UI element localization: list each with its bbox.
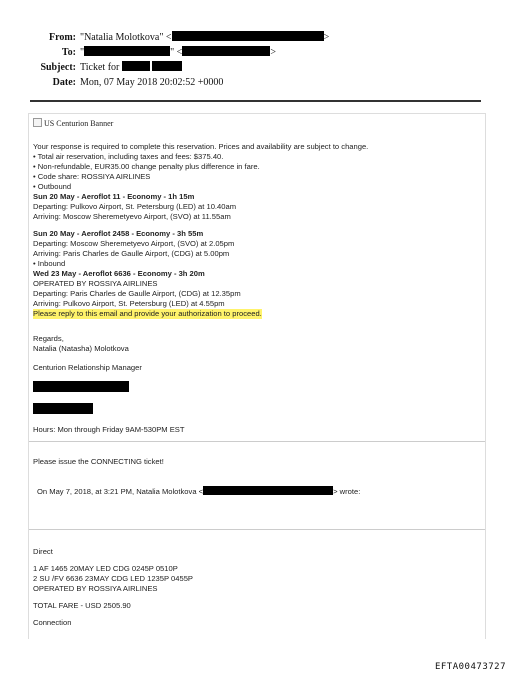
inbound-bullet: • Inbound [33, 259, 66, 268]
redaction [33, 381, 129, 392]
penalty-bullet: • Non-refundable, EUR35.00 change penalty plus difference in fare. [33, 162, 260, 171]
from-row [0, 30, 512, 45]
header-divider [30, 100, 481, 102]
subject-row [0, 60, 512, 75]
flight1-departing: Departing: Pulkovo Airport, St. Petersburg (LED) at 10.40am [33, 202, 237, 211]
from-value: "Natalia Molotkova" < > [80, 32, 330, 43]
to-value: " " < > [80, 47, 276, 58]
redaction [84, 46, 170, 56]
redaction [152, 61, 182, 71]
segment-operated-by: OPERATED BY ROSSIYA AIRLINES [33, 584, 158, 593]
from-label: From: [48, 32, 76, 43]
to-label: To: [61, 47, 76, 58]
to-row [0, 45, 512, 60]
flight2-departing: Departing: Moscow Sheremetyevo Airport, (SVO) at 2.05pm [33, 239, 235, 248]
office-hours: Hours: Mon through Friday 9AM-530PM EST [33, 425, 185, 434]
redaction [182, 46, 270, 56]
flight3-operated-by: OPERATED BY ROSSIYA AIRLINES [33, 279, 158, 288]
redaction [203, 486, 333, 495]
connection-label: Connection [33, 618, 72, 627]
signature-role: Centurion Relationship Manager [33, 363, 142, 372]
flight3-departing: Departing: Paris Charles de Gaulle Airport, (CDG) at 12.35pm [33, 289, 241, 298]
document-id: EFTA00473727 [434, 662, 506, 672]
flight2-title: Sun 20 May - Aeroflot 2458 - Economy - 3h 55m [33, 229, 204, 238]
email-header [0, 30, 512, 90]
flight1-title: Sun 20 May - Aeroflot 11 - Economy - 1h 15m [33, 192, 195, 201]
issue-request: Please issue the CONNECTING ticket! [33, 457, 164, 466]
signature-name: Natalia (Natasha) Molotkova [33, 344, 129, 353]
total-fare: TOTAL FARE - USD 2505.90 [33, 601, 131, 610]
regards: Regards, [33, 334, 64, 343]
intro-text: Your response is required to complete this reservation. Prices and availability are subject to change. [33, 142, 369, 151]
total-bullet: • Total air reservation, including taxes and fees: $375.40. [33, 152, 224, 161]
reply-request: Please reply to this email and provide your authorization to proceed. [33, 309, 262, 318]
subject-label: Subject: [40, 62, 76, 73]
quote-header: On May 7, 2018, at 3:21 PM, Natalia Molotkova < > wrote: [37, 487, 361, 496]
redaction [172, 31, 324, 41]
direct-label: Direct [33, 547, 53, 556]
email-body [28, 113, 486, 639]
date-value: Mon, 07 May 2018 20:02:52 +0000 [80, 77, 224, 88]
flight3-arriving: Arriving: Pulkovo Airport, St. Petersburg (LED) at 4.55pm [33, 299, 225, 308]
flight1-arriving: Arriving: Moscow Sheremetyevo Airport, (SVO) at 11.55am [33, 212, 231, 221]
date-row [0, 75, 512, 90]
date-label: Date: [52, 77, 76, 88]
flight3-title: Wed 23 May - Aeroflot 6636 - Economy - 3h 20m [33, 269, 205, 278]
subject-value: Ticket for [80, 60, 182, 75]
redaction [33, 403, 93, 414]
divider [29, 441, 485, 442]
broken-image-icon [33, 118, 42, 127]
segment-2: 2 SU /FV 6636 23MAY CDG LED 1235P 0455P [33, 574, 193, 583]
redaction [122, 61, 150, 71]
codeshare-bullet: • Code share: ROSSIYA AIRLINES [33, 172, 151, 181]
outbound-bullet: • Outbound [33, 182, 72, 191]
banner-image: US Centurion Banner [33, 118, 113, 128]
segment-1: 1 AF 1465 20MAY LED CDG 0245P 0510P [33, 564, 178, 573]
divider [29, 529, 485, 530]
flight2-arriving: Arriving: Paris Charles de Gaulle Airport, (CDG) at 5.00pm [33, 249, 230, 258]
